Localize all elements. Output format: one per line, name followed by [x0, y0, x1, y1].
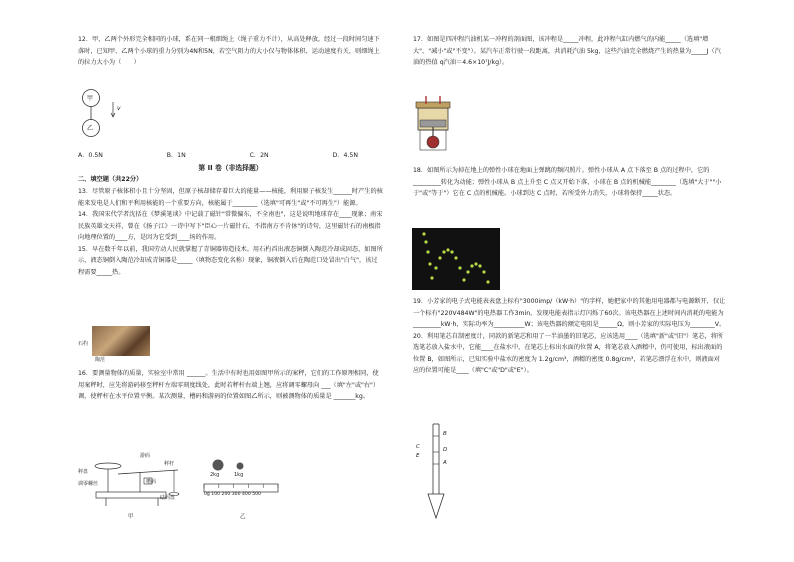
right-q17 — [413, 34, 726, 69]
mark-e: E — [416, 453, 420, 459]
section-subtitle: 二、填空题（共22分） — [78, 176, 143, 183]
label-weight-tray: 砝码盘 — [160, 495, 176, 501]
question-12: 12．甲、乙两个外形完全相同的小球，系在同一根细绳上（绳子重力不计），从高处释放，经过一段时间匀速下落时，已知甲、乙两个小球的重力分别为4N和5N，若空气阻力的大小仅与物体体积、运动速度有关，则细绳上的拉力大小为（ ） — [78, 36, 380, 66]
mark-b: B — [443, 431, 447, 437]
q12-velocity-label: v — [117, 105, 121, 112]
question-17: 17．如图是四冲程汽油机某一冲程的剖面图，该冲程是_____冲程，此冲程气缸内燃气的内能_____（选填"增大"、"减小"或"不变"）。某汽车正常行驶一段距离，共消耗汽油 5kg，这些汽油完全燃烧产生的热量为_____J（汽油的热值 q汽油＝4.6×10⁷J/kg）。 — [413, 36, 721, 66]
label-adjust-screw: 调零螺丝 — [78, 481, 99, 487]
pen-refill-densimeter-figure — [420, 422, 450, 522]
q15-label-mold: 陶范 — [95, 357, 106, 363]
q12-options — [78, 150, 358, 159]
question-14: 14．我国宋代学者沈括在《梦溪笔谈》中记载了磁针"常微偏东，不全南也"，这是说明地球存在____现象；南宋民族英雄文天祥，曾在《扬子江》一诗中写下"臣心一片磁针石，不指南方不肯休"的诗句，这里磁针石的南极指向地理位置的____方，是因为它受到____场的作用。 — [78, 211, 383, 241]
bouncing-ball-photo — [412, 228, 500, 290]
question-18: 18．如图所示为掉在地上的弹性小球在地面上弹跳的频闪照片。弹性小球从 A 点下落至 B 点的过程中，它的_________转化为动能；弹性小球从 B 点上升至 C 点又开始下落，小球在 B 点的机械能________（选填"大于""小于"或"等于"）它在 C 点的机械能。小球到达 C 点时，若所受外力消失，小球将保持_____状态。 — [413, 167, 722, 197]
option-b: B．1N — [166, 152, 186, 159]
question-15: 15．早在数千年以前，我国劳动人民就掌握了青铜器铸造技术。用石杓舀出液态铜倒入陶范冷却成固态，如图所示，液态铜倒入陶范冷却成青铜器是_____（填物态变化名称）现象，铜液倒入后在陶范口处冒出"白气"，该过程需要_____热。 — [78, 245, 383, 276]
label-beam: 秤杆 — [164, 461, 175, 467]
left-column — [78, 34, 383, 69]
left-q16 — [78, 368, 383, 403]
mark-c: C — [416, 444, 420, 450]
engine-cross-section-figure — [412, 94, 454, 154]
q12-label-yi: 乙 — [87, 125, 94, 132]
figure-yi-caption: 乙 — [240, 514, 246, 520]
section-title: 第 II 卷（非选择题） — [198, 164, 263, 172]
question-16: 16．要测量物体的质量，实验室中常用 ______。生活中有时也用如图甲所示的案秤，它们的工作原理相同，使用案秤时，应先将游码移至秤杆左端零刻度线处，此时若秤杆右端上翘，应将调零螺母向 ___（填"左"或"右"）调，使秤杆在水平位置平衡。某次测量，槽码和游码的位置如图乙所示，则被测物体的质量是 _______kg。 — [78, 370, 380, 400]
mark-d: D — [443, 447, 448, 453]
q12-label-jia: 甲 — [87, 95, 94, 102]
figure-jia-caption: 甲 — [128, 514, 134, 520]
ruler-scale-labels: 0g 100 200 300 400 500 — [204, 492, 261, 497]
q15-label-ladle: 石杓 — [78, 341, 89, 347]
question-20: 20．利用笔芯自制密度计，同款的新笔芯和用了一半油墨的旧笔芯，应该选用____（选填"新"或"旧"）笔芯，将所选笔芯放入盐水中，它能____在盐水中，在笔芯上标出水面的位置 A，将笔芯放入酒精中，仍可使用，标出液面的位置 B，如图所示，已知实验中盐水的密度为 1.2g/cm³，酒精的密度 0.8g/cm³，若笔芯漂浮在水中，则液面对应的位置可能是____（填"C"或"D"或"E"）。 — [413, 332, 724, 374]
right-q19-q20 — [413, 296, 726, 377]
bronze-casting-photo — [92, 326, 150, 356]
mark-a: A — [443, 460, 447, 466]
question-13: 13．尽管原子核体积小且十分坚固，但原子核却储存着巨大的能量——核能，利用原子核发生______时产生的核能来发电是人们和平利用核能的一个重要方向，核能属于________（选填"可再生"或"不可再生"）能源。 — [78, 188, 383, 207]
weight-1kg: 1kg — [234, 472, 244, 478]
label-rider: 游码 — [140, 453, 151, 459]
weight-2kg: 2kg — [210, 472, 220, 478]
option-d: D．4.5N — [332, 152, 358, 159]
right-q18 — [413, 165, 726, 200]
option-c: C．2N — [249, 152, 269, 159]
option-a: A．0.5N — [78, 152, 103, 159]
question-19: 19．小芳家的电子式电能表表盘上标有"3000imp/（kW·h）"的字样，她把家中的其他用电器都与电源断开，仅让一个标有"220V484W"的电热器工作3min，发现电能表指示灯闪烁了60次。该电热器在上述时间内消耗的电能为_________kW·h，实际功率为__________W；该电热器的额定电阻是______Ω，则小芳家的实际电压为________V。 — [413, 298, 726, 328]
left-fill-in — [78, 186, 383, 278]
label-pan: 秤盘 — [78, 469, 89, 475]
label-weights: 槽码 — [146, 479, 157, 485]
